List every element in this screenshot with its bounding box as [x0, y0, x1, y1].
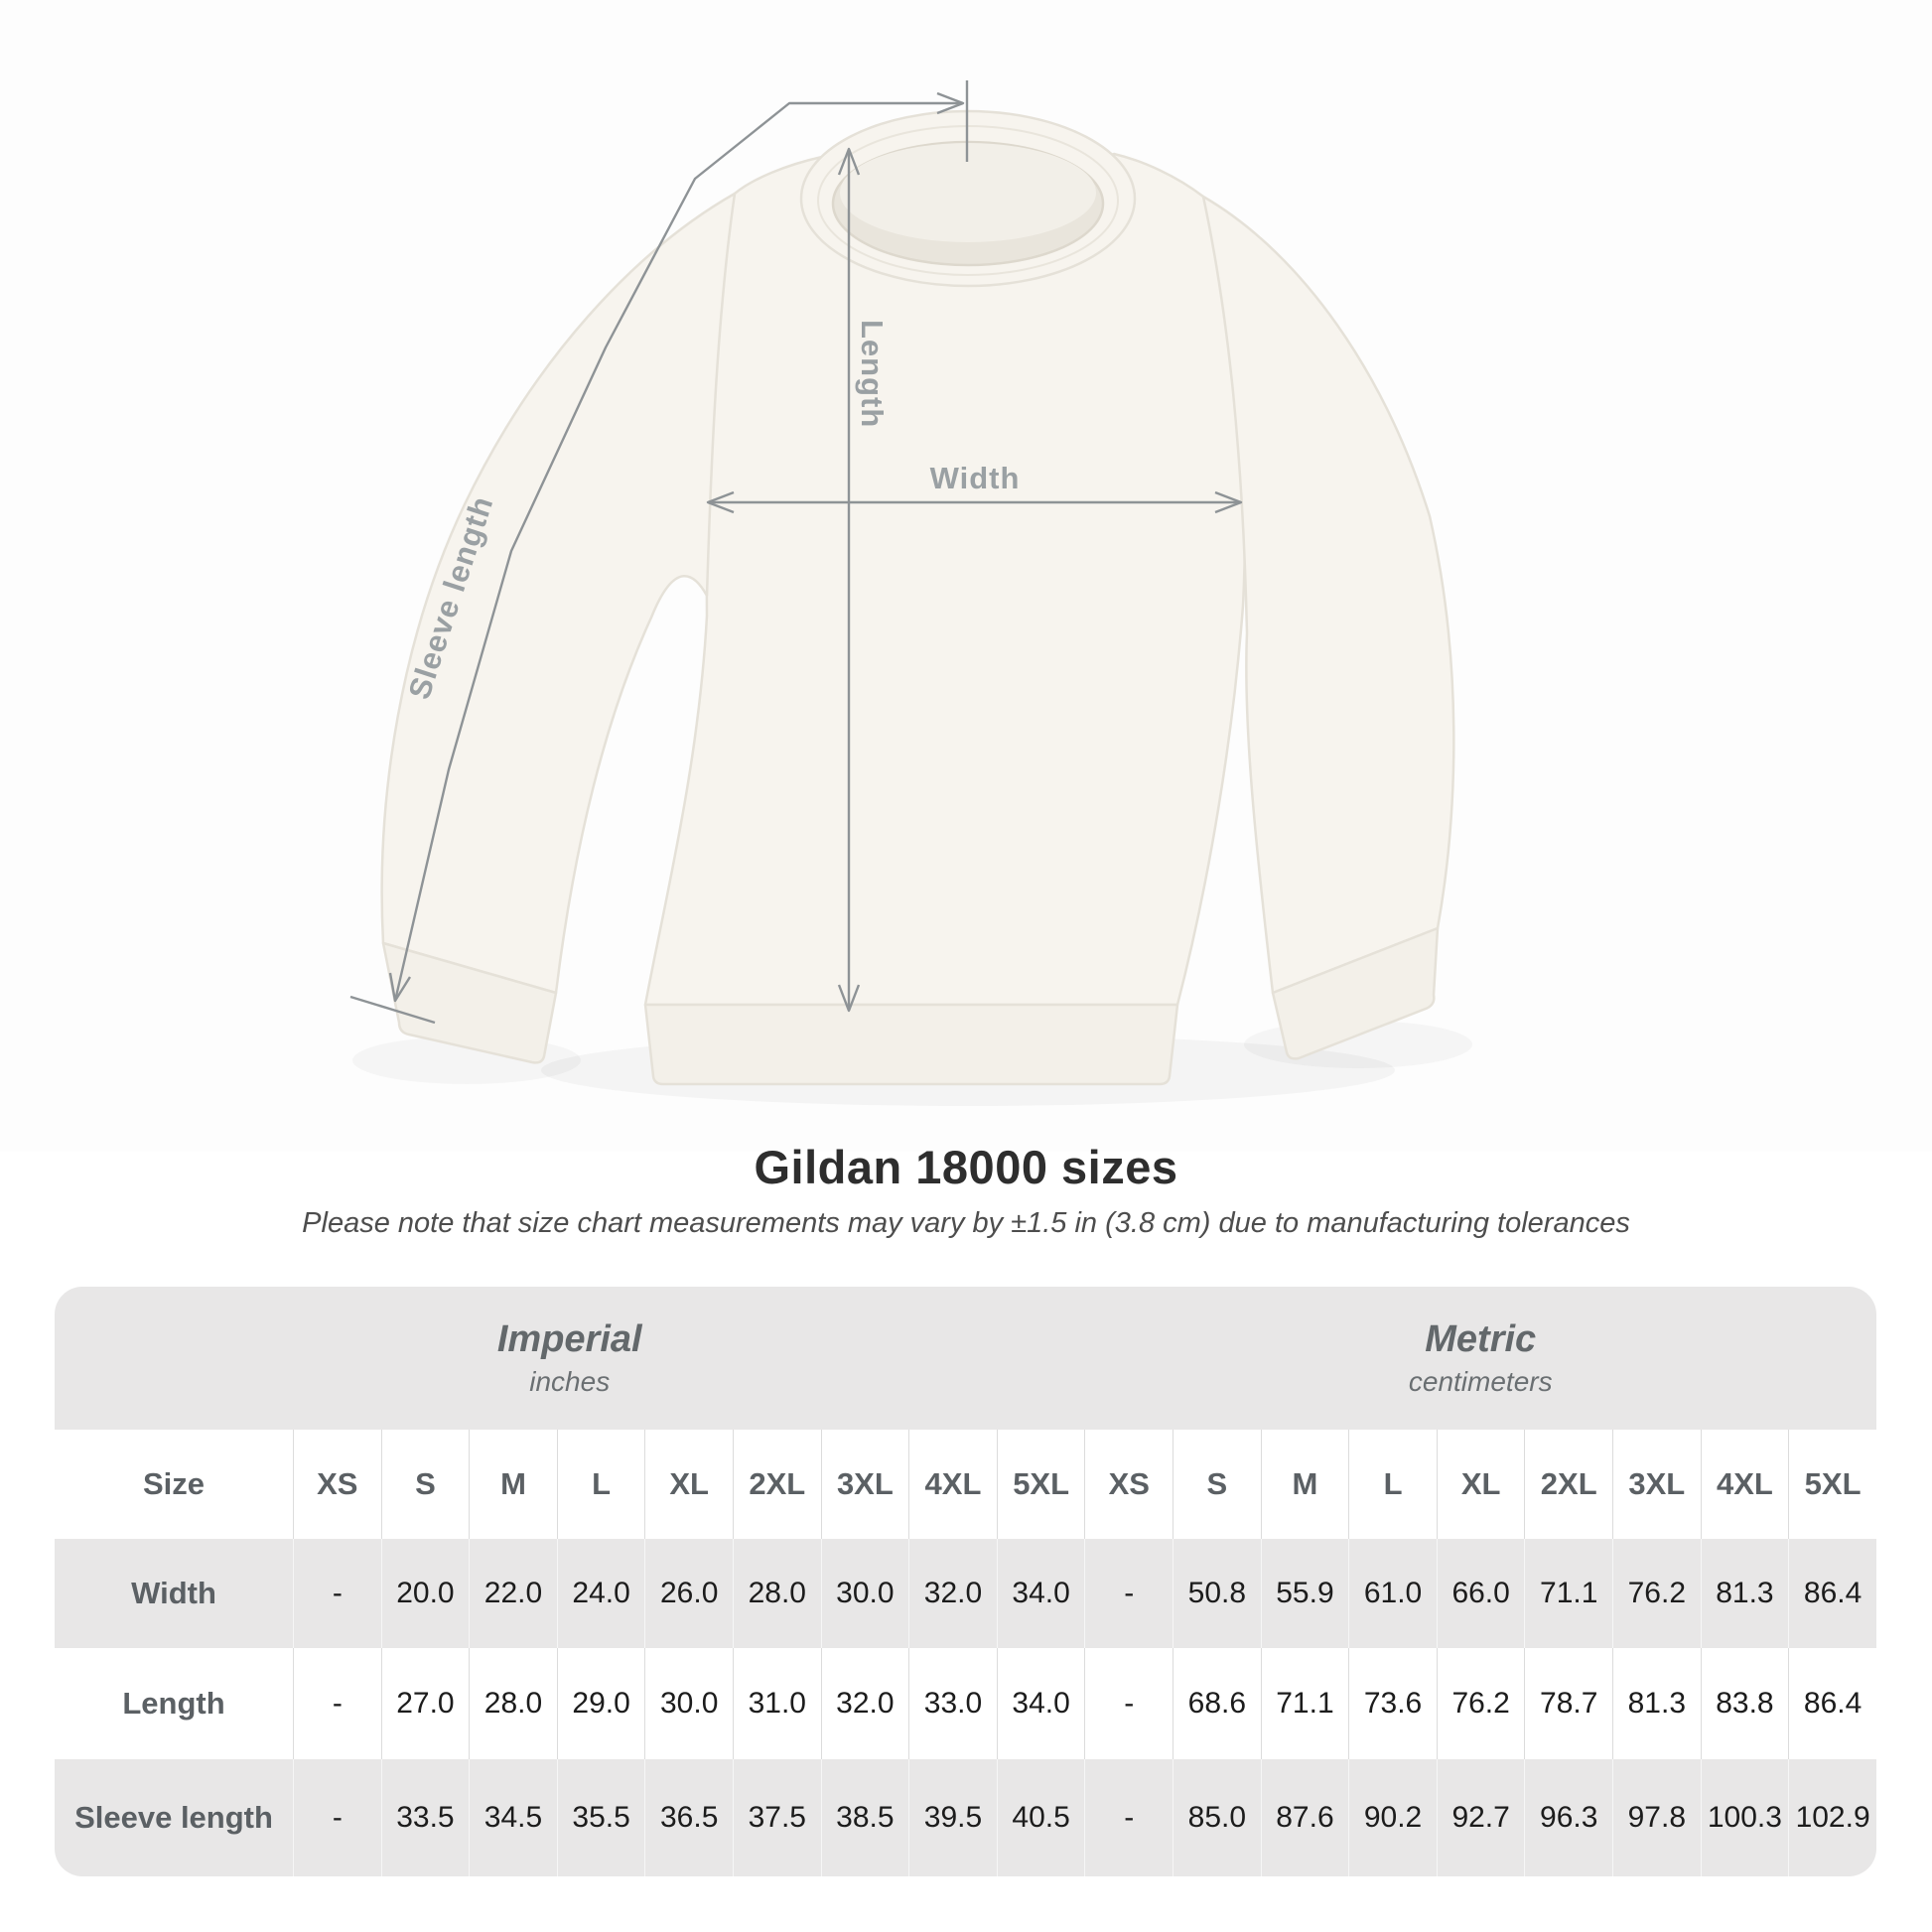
col-header: 3XL [1612, 1430, 1701, 1539]
value-cell: 34.5 [469, 1759, 557, 1876]
sweatshirt-graphic [382, 111, 1454, 1084]
row-label: Length [55, 1648, 293, 1759]
value-cell: 97.8 [1612, 1759, 1701, 1876]
col-header: XS [293, 1430, 381, 1539]
value-cell: 83.8 [1701, 1648, 1789, 1759]
width-label: Width [929, 461, 1021, 495]
value-cell: - [293, 1539, 381, 1648]
value-cell: 32.0 [821, 1648, 909, 1759]
size-header-row [55, 1430, 1876, 1539]
col-header: M [469, 1430, 557, 1539]
value-cell: 78.7 [1524, 1648, 1612, 1759]
value-cell: - [1084, 1539, 1173, 1648]
value-cell: - [1084, 1759, 1173, 1876]
value-cell: 90.2 [1348, 1759, 1437, 1876]
value-cell: 36.5 [644, 1759, 733, 1876]
value-cell: 102.9 [1788, 1759, 1876, 1876]
imperial-label: Imperial [496, 1318, 642, 1361]
value-cell: 28.0 [733, 1539, 821, 1648]
value-cell: 28.0 [469, 1648, 557, 1759]
waistband [645, 1005, 1177, 1084]
col-header: L [557, 1430, 645, 1539]
col-header: 4XL [1701, 1430, 1789, 1539]
size-chart-table [55, 1287, 1876, 1876]
value-cell: 37.5 [733, 1759, 821, 1876]
table-row-width [55, 1539, 1876, 1648]
value-cell: 26.0 [644, 1539, 733, 1648]
value-cell: 81.3 [1701, 1539, 1789, 1648]
col-header: L [1348, 1430, 1437, 1539]
value-cell: 71.1 [1524, 1539, 1612, 1648]
value-cell: - [293, 1648, 381, 1759]
value-cell: - [1084, 1648, 1173, 1759]
size-corner-label: Size [55, 1430, 293, 1539]
value-cell: 86.4 [1788, 1539, 1876, 1648]
value-cell: 40.5 [997, 1759, 1085, 1876]
imperial-header [55, 1287, 1084, 1430]
col-header: M [1261, 1430, 1349, 1539]
value-cell: 55.9 [1261, 1539, 1349, 1648]
value-cell: 24.0 [557, 1539, 645, 1648]
value-cell: 85.0 [1173, 1759, 1261, 1876]
row-label: Width [55, 1539, 293, 1648]
value-cell: 38.5 [821, 1759, 909, 1876]
value-cell: 34.0 [997, 1539, 1085, 1648]
col-header: XL [644, 1430, 733, 1539]
value-cell: 76.2 [1437, 1648, 1525, 1759]
value-cell: 81.3 [1612, 1648, 1701, 1759]
value-cell: 50.8 [1173, 1539, 1261, 1648]
col-header: 2XL [733, 1430, 821, 1539]
value-cell: 86.4 [1788, 1648, 1876, 1759]
page-title: Gildan 18000 sizes [754, 1141, 1178, 1193]
col-header: S [381, 1430, 470, 1539]
length-label: Length [855, 320, 890, 429]
value-cell: 87.6 [1261, 1759, 1349, 1876]
value-cell: 92.7 [1437, 1759, 1525, 1876]
unit-header-row [55, 1287, 1876, 1430]
table-row-sleeve-length [55, 1759, 1876, 1876]
value-cell: 27.0 [381, 1648, 470, 1759]
value-cell: 22.0 [469, 1539, 557, 1648]
value-cell: 96.3 [1524, 1759, 1612, 1876]
imperial-unit: inches [529, 1365, 611, 1397]
value-cell: 76.2 [1612, 1539, 1701, 1648]
col-header: 3XL [821, 1430, 909, 1539]
value-cell: 35.5 [557, 1759, 645, 1876]
table-row-length [55, 1648, 1876, 1759]
metric-label: Metric [1425, 1318, 1537, 1361]
value-cell: 71.1 [1261, 1648, 1349, 1759]
value-cell: 20.0 [381, 1539, 470, 1648]
value-cell: 68.6 [1173, 1648, 1261, 1759]
metric-unit: centimeters [1408, 1365, 1553, 1397]
value-cell: 66.0 [1437, 1539, 1525, 1648]
value-cell: 61.0 [1348, 1539, 1437, 1648]
col-header: XS [1084, 1430, 1173, 1539]
value-cell: 33.5 [381, 1759, 470, 1876]
value-cell: 33.0 [908, 1648, 997, 1759]
value-cell: 34.0 [997, 1648, 1085, 1759]
col-header: S [1173, 1430, 1261, 1539]
metric-header [1084, 1287, 1876, 1430]
value-cell: 32.0 [908, 1539, 997, 1648]
col-header: 5XL [1788, 1430, 1876, 1539]
value-cell: 73.6 [1348, 1648, 1437, 1759]
value-cell: - [293, 1759, 381, 1876]
value-cell: 100.3 [1701, 1759, 1789, 1876]
value-cell: 31.0 [733, 1648, 821, 1759]
value-cell: 30.0 [821, 1539, 909, 1648]
tolerance-note: Please note that size chart measurements may vary by ±1.5 in (3.8 cm) due to manufacturing tolerances [302, 1207, 1630, 1239]
col-header: 2XL [1524, 1430, 1612, 1539]
col-header: XL [1437, 1430, 1525, 1539]
value-cell: 39.5 [908, 1759, 997, 1876]
sleeve-length-label: Sleeve length [401, 491, 500, 704]
value-cell: 29.0 [557, 1648, 645, 1759]
col-header: 4XL [908, 1430, 997, 1539]
value-cell: 30.0 [644, 1648, 733, 1759]
row-label: Sleeve length [55, 1759, 293, 1876]
col-header: 5XL [997, 1430, 1085, 1539]
